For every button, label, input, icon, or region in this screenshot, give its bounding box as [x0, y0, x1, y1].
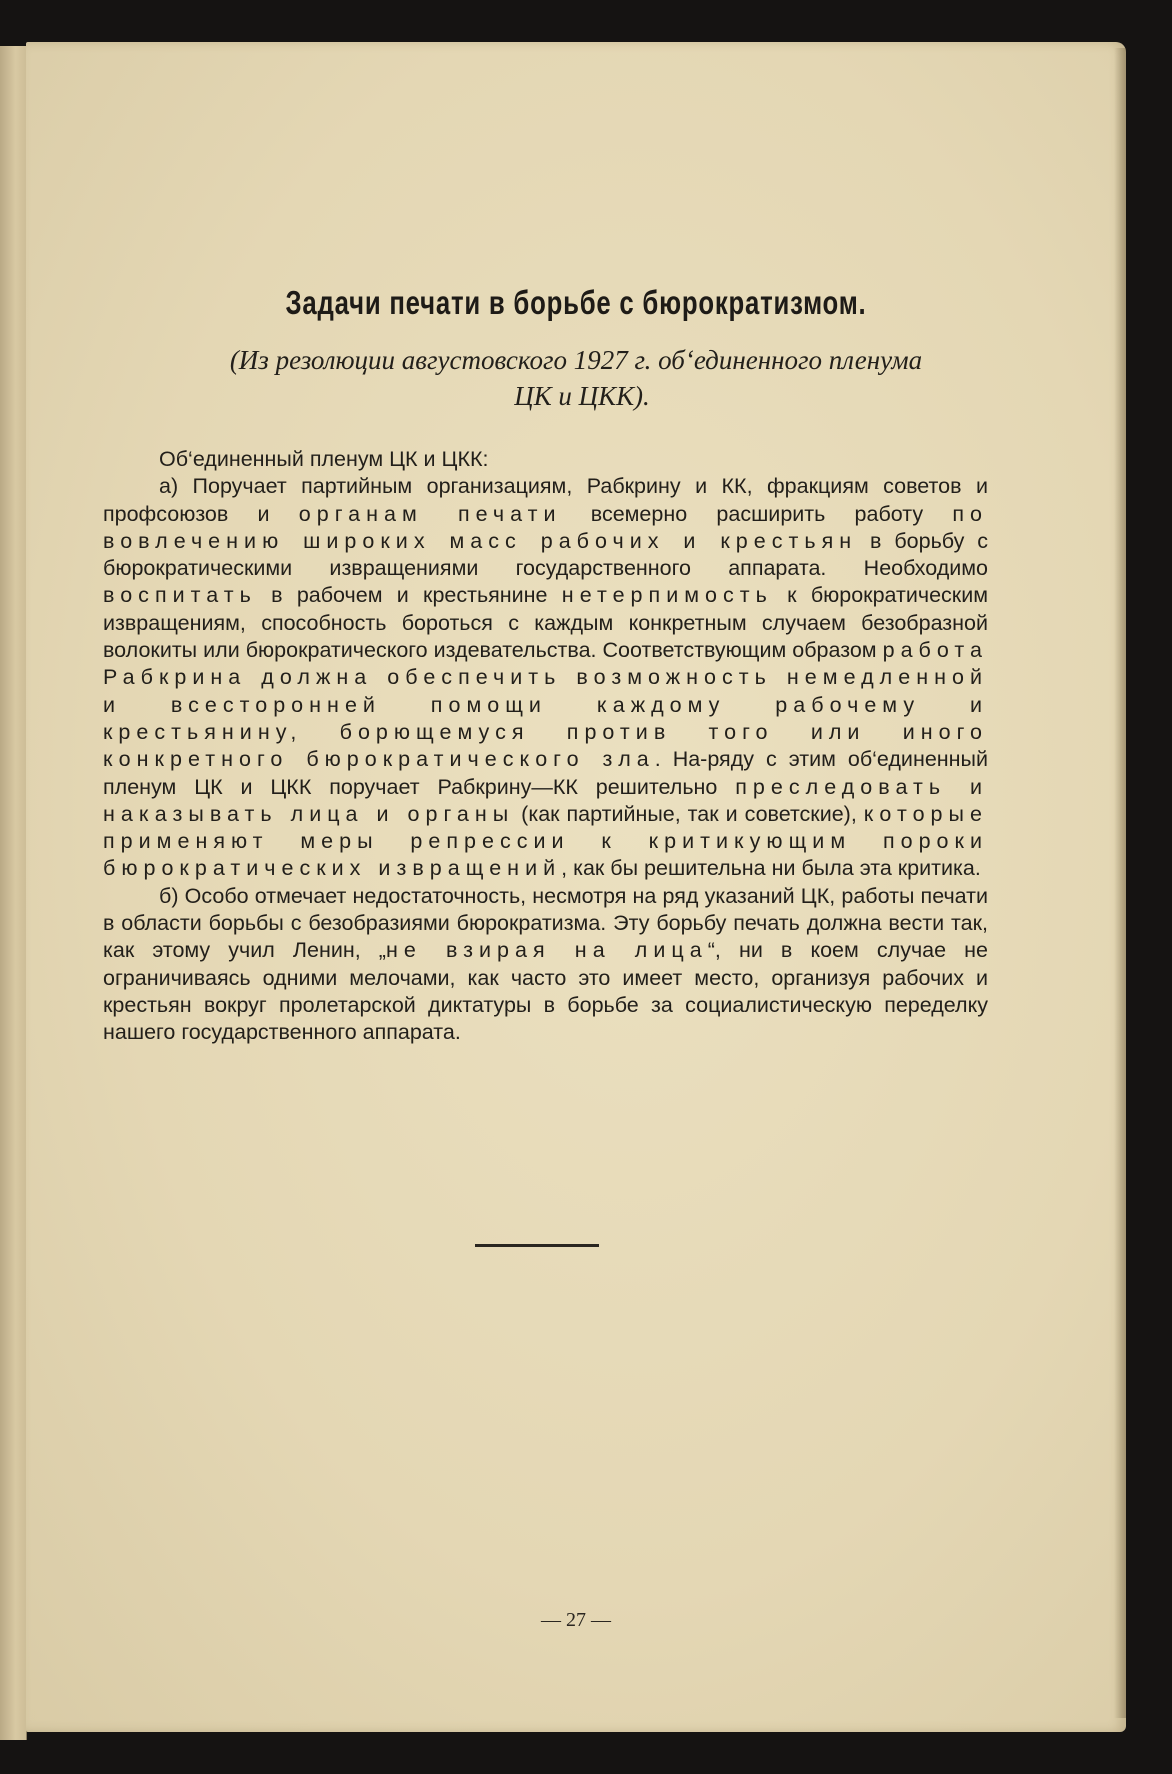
paragraph-a-emphasis-2: по вовлечению широких масс рабочих и крестьян [103, 501, 988, 553]
paragraph-a-emphasis-3: воспитать [103, 583, 257, 608]
paragraph-a-text-1: а) Поручает партийным организациям, Рабкрину и КК, фракциям советов и профсоюзов и [103, 474, 988, 526]
paragraph-b-text-2: “, ни в коем случае не ограничиваясь одними мелочами, как часто это имеет место, организуя рабочих и крестьян вокруг пролетарской диктатуры в борьбе за социалистическую переделку нашего государственного аппарата. [103, 938, 988, 1045]
document-page [26, 42, 1126, 1732]
paragraph-a-text-2: всемерно расширить работу [561, 501, 953, 526]
page-number: — 27 — [541, 1609, 611, 1631]
paragraph-a-text-3: в борьбу с бюрократическими извращениями государственного аппарата. Необходимо [103, 528, 988, 581]
subtitle-line-2: ЦК и ЦКК). [514, 381, 650, 411]
intro-paragraph: Об‘единенный пленум ЦК и ЦКК: [159, 447, 489, 471]
paragraph-a-text-4: в рабочем и крестьянине [256, 583, 562, 608]
page-title: Задачи печати в борьбе с бюрократизмом. [285, 284, 867, 321]
page-subtitle [26, 342, 1126, 414]
paragraph-a-emphasis-5: работа Рабкрина должна обеспечить возможность немедленной и всесторонней помощи каждому рабочему и крестьянину, борющемуся против того или иного конкретного бюрократического зла [103, 638, 988, 772]
paragraph-b-text-1: б) Особо отмечает недостаточность, несмотря на ряд указаний ЦК, работы печати в области борьбы с безобразиями бюрократизма. Эту борьбу печать должна вести так, как этому учил Ленин, „ [103, 883, 988, 963]
paragraph-a-text-5: к бюрократическим извращениям, способность бороться с каждым конкретным случаем безобразной волокиты или бюрократического издевательства. Соответствующим образом [103, 583, 988, 663]
subtitle-line-1: (Из резолюции августовского 1927 г. об‘единенного пленума [229, 345, 923, 375]
resolution-text [103, 446, 988, 1047]
previous-page-edge [0, 46, 27, 1740]
paragraph-a [103, 473, 988, 882]
paragraph-a-emphasis-7: которые применяют меры репрессии к критикующим пороки бюрократических извращений [103, 801, 988, 881]
section-divider [475, 1244, 599, 1247]
paragraph-a-emphasis-6: преследовать и наказывать лица и органы [103, 774, 988, 826]
paragraph-a-text-8: , как бы решительна ни была эта критика. [561, 856, 981, 881]
paragraph-a-text-7: (как партийные, так и советские), [514, 801, 864, 826]
paragraph-a-emphasis-4: нетерпимость [561, 583, 773, 608]
paragraph-b [103, 883, 988, 1047]
paragraph-b-emphasis-1: не взирая на лица [385, 938, 708, 963]
paragraph-a-text-6: . На-ряду с этим об‘единенный пленум ЦК и ЦКК поручает Рабкрину—КК решительно [103, 747, 988, 799]
page-edge-shadow [1114, 48, 1126, 1718]
paragraph-a-emphasis-1: органам печати [298, 501, 562, 526]
